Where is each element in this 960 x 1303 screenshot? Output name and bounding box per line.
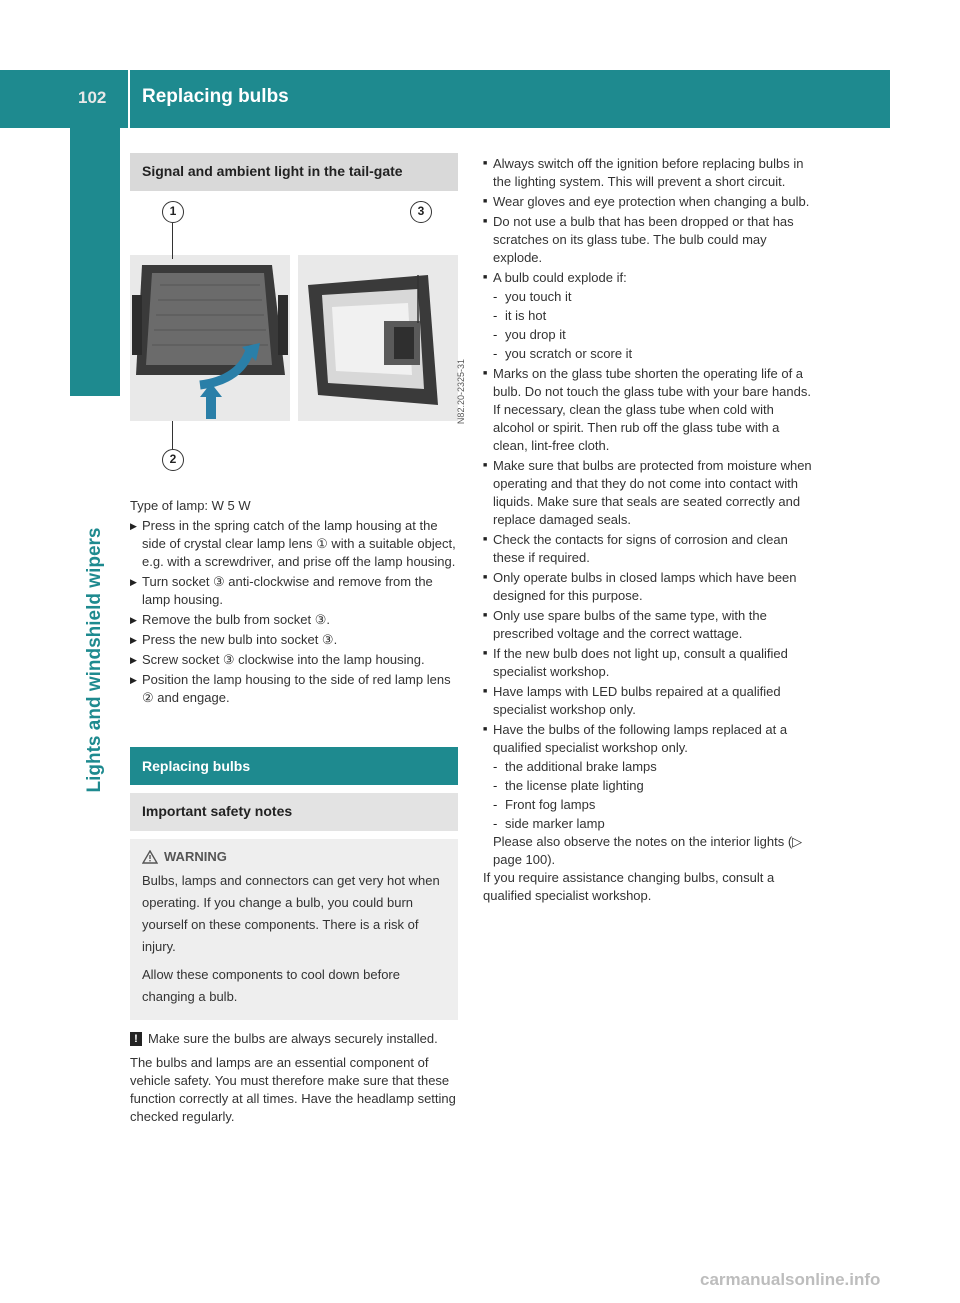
note-text: Make sure the bulbs are always securely installed. [148, 1031, 438, 1046]
bullet-item: ■ If the new bulb does not light up, consult a qualified specialist workshop. [483, 645, 813, 681]
dash-item: - the additional brake lamps [483, 758, 813, 776]
left-column [130, 153, 466, 1126]
dash-item: - side marker lamp [483, 815, 813, 833]
warning-text: Bulbs, lamps and connectors can get very hot when operating. If you change a bulb, you could burn yourself on these components. There is a risk of injury. [142, 873, 440, 954]
callout-line [172, 223, 173, 259]
side-label-text: Lights and windshield wipers [84, 527, 105, 793]
page-number: 102 [78, 88, 107, 107]
dash-item: - you touch it [483, 288, 813, 306]
callout-line [172, 421, 173, 449]
step-item: ▶ Turn socket ③ anti-clockwise and remove from the lamp housing. [130, 573, 458, 609]
bullet-item: ■ Have the bulbs of the following lamps replaced at a qualified specialist workshop only. [483, 721, 813, 757]
lamp-type: Type of lamp: W 5 W [130, 498, 251, 513]
header-divider [128, 70, 130, 128]
callout-3: 3 [410, 201, 432, 223]
side-tab [70, 128, 120, 396]
warning-box [130, 839, 458, 1020]
note [130, 1030, 458, 1048]
warning-text: Allow these components to cool down before changing a bulb. [142, 967, 400, 1004]
lamp-photo-right [298, 255, 458, 421]
dash-item: - Front fog lamps [483, 796, 813, 814]
steps-list [130, 517, 458, 707]
watermark: carmanualsonline.info [700, 1270, 881, 1289]
safety-bullets [483, 155, 813, 287]
exclamation-icon: ! [130, 1032, 142, 1046]
warning-triangle-icon [142, 850, 158, 864]
bullet-item: ■ Have lamps with LED bulbs repaired at a qualified specialist workshop only. [483, 683, 813, 719]
bullet-item: ■ Always switch off the ignition before replacing bulbs in the lighting system. This will prevent a short circuit. [483, 155, 813, 191]
lamps-list [483, 758, 813, 833]
bullet-item: ■ Only operate bulbs in closed lamps which have been designed for this purpose. [483, 569, 813, 605]
step-item: ▶ Press in the spring catch of the lamp housing at the side of crystal clear lamp lens ① with a suitable object, e.g. with a screwdriver, and prise off the lamp housing. [130, 517, 458, 571]
closing-text: The bulbs and lamps are an essential component of vehicle safety. You must therefore make sure that these function correctly at all times. Have the headlamp setting checked regularly. [130, 1055, 456, 1124]
step-item: ▶ Remove the bulb from socket ③. [130, 611, 458, 629]
bullet-item: ■ Only use spare bulbs of the same type, with the prescribed voltage and the correct wattage. [483, 607, 813, 643]
bullet-item: ■ Do not use a bulb that has been dropped or that has scratches on its glass tube. The bulb could may explode. [483, 213, 813, 267]
bullet-item: ■ A bulb could explode if: [483, 269, 813, 287]
assist-text: If you require assistance changing bulbs, consult a qualified specialist workshop. [483, 870, 775, 903]
step-item: ▶ Screw socket ③ clockwise into the lamp housing. [130, 651, 458, 669]
dash-item: - you scratch or score it [483, 345, 813, 363]
step-item: ▶ Press the new bulb into socket ③. [130, 631, 458, 649]
bullet-item: ■ Marks on the glass tube shorten the operating life of a bulb. Do not touch the glass tube with your bare hands. If necessary, clean the glass tube when cold with alcohol or spirit. Then rub off the glass tube with a clean, lint-free cloth. [483, 365, 813, 455]
explode-list [483, 288, 813, 363]
section-heading-replacing: Replacing bulbs [130, 747, 458, 785]
callout-2: 2 [162, 449, 184, 471]
callout-1: 1 [162, 201, 184, 223]
figure-code: N82.20-2325-31 [456, 359, 466, 425]
safety-bullets-2 [483, 365, 813, 757]
warning-label: WARNING [164, 849, 227, 864]
bullet-item: ■ Check the contacts for signs of corrosion and clean these if required. [483, 531, 813, 567]
warning-title [142, 849, 448, 864]
section-heading: Signal and ambient light in the tail-gate [130, 153, 458, 191]
dash-item: - the license plate lighting [483, 777, 813, 795]
dash-item: - it is hot [483, 307, 813, 325]
observe-text: Please also observe the notes on the interior lights (▷ page 100). [493, 834, 803, 867]
bullet-item: ■ Wear gloves and eye protection when changing a bulb. [483, 193, 813, 211]
right-column [483, 153, 813, 905]
lamp-photo-left [130, 255, 290, 421]
dash-item: - you drop it [483, 326, 813, 344]
figure [130, 199, 466, 466]
header-bar [0, 70, 890, 128]
step-item: ▶ Position the lamp housing to the side of red lamp lens ② and engage. [130, 671, 458, 707]
page-title: Replacing bulbs [142, 86, 289, 107]
bullet-item: ■ Make sure that bulbs are protected from moisture when operating and that they do not come into contact with liquids. Make sure that seals are seated correctly and replace damaged seals. [483, 457, 813, 529]
subsection-heading: Important safety notes [130, 793, 458, 831]
